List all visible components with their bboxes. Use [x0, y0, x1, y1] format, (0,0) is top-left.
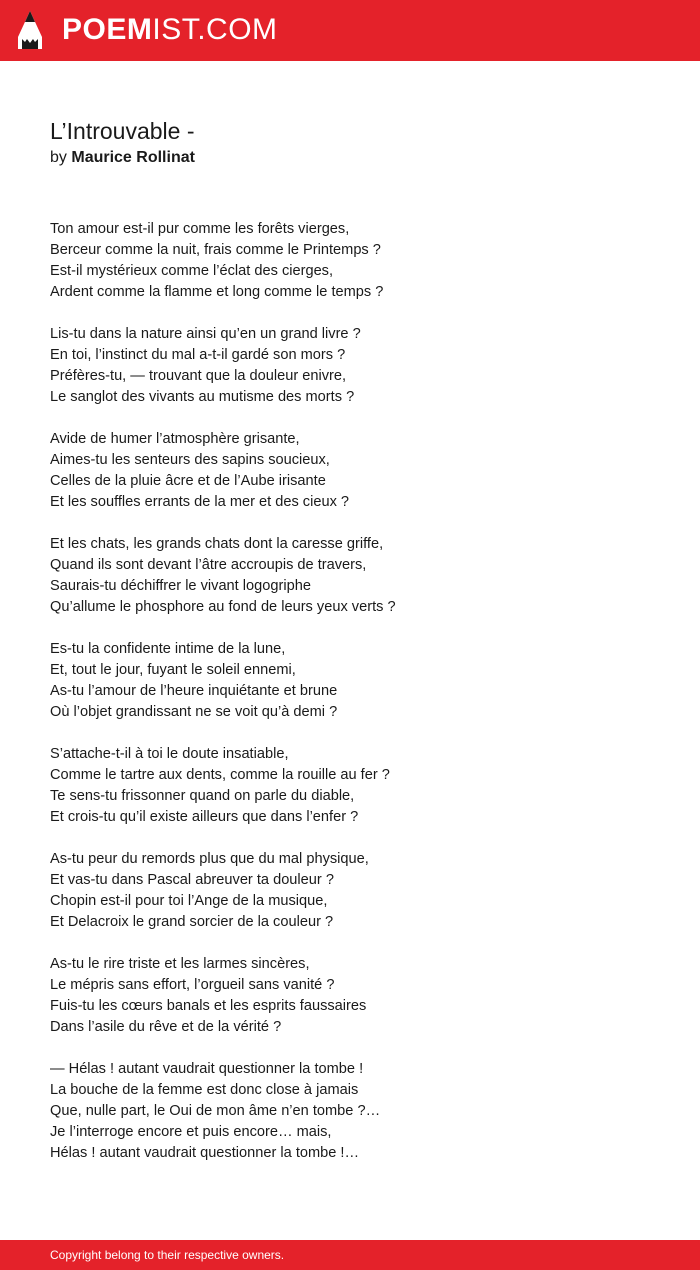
- poem-line: Et les chats, les grands chats dont la caresse griffe,: [50, 536, 384, 552]
- stanza: [50, 429, 670, 513]
- stanza: [50, 639, 670, 723]
- poem-line: Quand ils sont devant l’âtre accroupis de travers,: [50, 557, 367, 573]
- stanza: [50, 219, 670, 303]
- poem-line: La bouche de la femme est donc close à jamais: [50, 1082, 359, 1098]
- stanza: [50, 324, 670, 408]
- poem-line: Te sens-tu frissonner quand on parle du diable,: [50, 788, 355, 804]
- poem-line: As-tu le rire triste et les larmes sincères,: [50, 956, 310, 972]
- poem-line: Celles de la pluie âcre et de l’Aube irisante: [50, 473, 326, 489]
- poem-line: Est-il mystérieux comme l’éclat des cierges,: [50, 263, 334, 279]
- poem-line: Que, nulle part, le Oui de mon âme n’en tombe ?…: [50, 1103, 381, 1119]
- poem-line: Et Delacroix le grand sorcier de la couleur ?: [50, 914, 334, 930]
- poem-line: Es-tu la confidente intime de la lune,: [50, 641, 286, 657]
- logo-brand-light: IST.COM: [152, 13, 278, 46]
- poem-title: L’Introuvable -: [50, 118, 195, 144]
- poem-line: Le mépris sans effort, l’orgueil sans vanité ?: [50, 977, 335, 993]
- stanza: [50, 534, 670, 618]
- poem-line: Aimes-tu les senteurs des sapins soucieux,: [50, 452, 330, 468]
- by-label: by: [50, 149, 67, 166]
- poem-line: Berceur comme la nuit, frais comme le Printemps ?: [50, 242, 381, 258]
- stanza: [50, 744, 670, 828]
- poem-line: Ton amour est-il pur comme les forêts vierges,: [50, 221, 350, 237]
- copyright-notice: Copyright belong to their respective owners.: [50, 1248, 285, 1262]
- poem-line: Dans l’asile du rêve et de la vérité ?: [50, 1019, 282, 1035]
- poem-line: As-tu peur du remords plus que du mal physique,: [50, 851, 369, 867]
- poem-line: S’attache-t-il à toi le doute insatiable,: [50, 746, 289, 762]
- poem-line: Hélas ! autant vaudrait questionner la tombe !…: [50, 1145, 360, 1161]
- poem-line: As-tu l’amour de l’heure inquiétante et brune: [50, 683, 338, 699]
- poem-line: Je l’interroge encore et puis encore… mais,: [50, 1124, 332, 1140]
- poem-line: Comme le tartre aux dents, comme la rouille au fer ?: [50, 767, 390, 783]
- poem-line: Préfères-tu, — trouvant que la douleur enivre,: [50, 368, 347, 384]
- site-header: [0, 0, 700, 61]
- poem-body: [50, 219, 670, 1185]
- stanza: [50, 1059, 670, 1164]
- poem-line: Chopin est-il pour toi l’Ange de la musique,: [50, 893, 328, 909]
- logo-brand-bold: POEM: [62, 13, 153, 46]
- poem-line: Et, tout le jour, fuyant le soleil ennemi,: [50, 662, 296, 678]
- site-footer: [0, 1240, 700, 1270]
- poem-line: Fuis-tu les cœurs banals et les esprits faussaires: [50, 998, 367, 1014]
- poem-line: Et vas-tu dans Pascal abreuver ta douleur ?: [50, 872, 334, 888]
- poem-line: — Hélas ! autant vaudrait questionner la tombe !: [50, 1061, 364, 1077]
- poem-line: Avide de humer l’atmosphère grisante,: [50, 431, 300, 447]
- poem-line: En toi, l’instinct du mal a-t-il gardé son mors ?: [50, 347, 346, 363]
- poem-line: Le sanglot des vivants au mutisme des morts ?: [50, 389, 355, 405]
- poem-heading: [50, 117, 195, 168]
- stanza: [50, 849, 670, 933]
- pencil-tip-icon[interactable]: [17, 9, 43, 51]
- byline: [50, 148, 195, 168]
- stanza: [50, 954, 670, 1038]
- poem-line: Qu’allume le phosphore au fond de leurs yeux verts ?: [50, 599, 396, 615]
- poem-line: Et les souffles errants de la mer et des cieux ?: [50, 494, 350, 510]
- poem-line: Où l’objet grandissant ne se voit qu’à demi ?: [50, 704, 338, 720]
- poem-line: Ardent comme la flamme et long comme le temps ?: [50, 284, 384, 300]
- poem-line: Lis-tu dans la nature ainsi qu’en un grand livre ?: [50, 326, 361, 342]
- site-logo[interactable]: [62, 13, 278, 47]
- poem-line: Et crois-tu qu’il existe ailleurs que dans l’enfer ?: [50, 809, 359, 825]
- poem-line: Saurais-tu déchiffrer le vivant logogriphe: [50, 578, 311, 594]
- author-name: Maurice Rollinat: [71, 149, 195, 166]
